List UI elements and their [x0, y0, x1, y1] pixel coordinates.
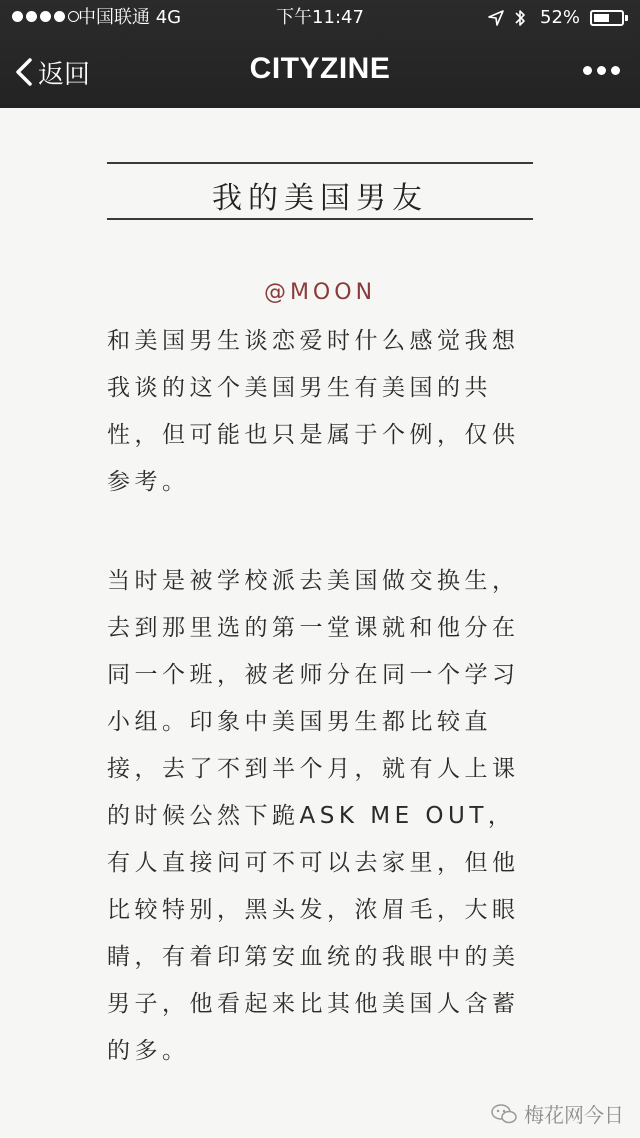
paragraph-line: 男子，他看起来比其他美国人含蓄: [107, 991, 520, 1017]
article-content: [0, 108, 640, 1138]
paragraph-2: [107, 558, 527, 1075]
title-top-divider: [107, 162, 533, 164]
article-title: 我的美国男友: [212, 181, 428, 216]
paragraph-line: 有人直接问可不可以去家里，但他: [107, 850, 520, 876]
more-options-icon[interactable]: [583, 66, 620, 75]
watermark: [490, 1099, 624, 1128]
battery-percent: 52%: [540, 7, 581, 28]
battery-icon: [590, 10, 624, 26]
paragraph-line: 同一个班，被老师分在同一个学习: [107, 662, 520, 688]
paragraph-line: 我谈的这个美国男生有美国的共: [107, 375, 492, 401]
paragraph-line: 的多。: [107, 1038, 190, 1064]
location-arrow-icon: [487, 9, 505, 27]
nav-bar: [0, 36, 640, 108]
status-bar: [0, 0, 640, 36]
title-bottom-divider: [107, 218, 533, 220]
paragraph-line: 性，但可能也只是属于个例，仅供: [107, 422, 520, 448]
paragraph-1: [107, 318, 527, 506]
page-title: CITYZINE: [249, 52, 391, 85]
paragraph-line: 比较特别，黑头发，浓眉毛，大眼: [107, 897, 520, 923]
paragraph-line: 接，去了不到半个月，就有人上课: [107, 756, 520, 782]
back-label: 返回: [38, 59, 91, 90]
wechat-icon: [490, 1103, 518, 1125]
paragraph-line: 的时候公然下跪ASK ME OUT，: [107, 803, 516, 829]
paragraph-line: 睛，有着印第安血统的我眼中的美: [107, 944, 520, 970]
carrier-label: 中国联通 4G: [78, 7, 182, 28]
paragraph-line: 当时是被学校派去美国做交换生，: [107, 568, 520, 594]
paragraph-line: 去到那里选的第一堂课就和他分在: [107, 615, 520, 641]
watermark-text: 梅花网今日: [524, 1103, 624, 1127]
paragraph-line: 和美国男生谈恋爱时什么感觉我想: [107, 328, 520, 354]
top-bar: [0, 0, 640, 108]
status-time: 下午11:47: [276, 7, 364, 28]
paragraph-line: 参考。: [107, 469, 190, 495]
article-author: @MOON: [263, 280, 377, 305]
paragraph-line: 小组。印象中美国男生都比较直: [107, 709, 492, 735]
bluetooth-icon: [512, 7, 528, 29]
